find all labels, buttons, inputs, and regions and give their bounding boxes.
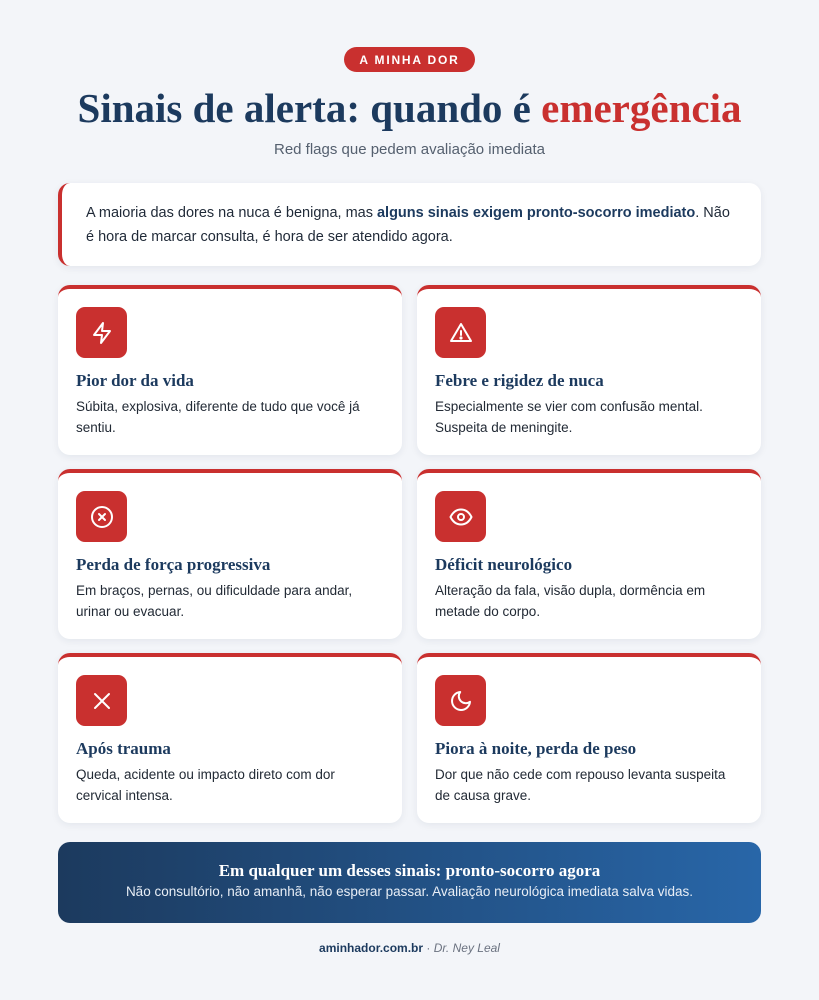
emergency-banner xyxy=(58,842,761,923)
card-text: Dor que não cede com repouso levanta suspeita de causa grave. xyxy=(435,767,726,803)
intro-text-start: A maioria das dores na nuca é benigna, mas xyxy=(86,205,377,221)
banner-text: Não consultório, não amanhã, não esperar passar. Avaliação neurológica imediata salva vidas. xyxy=(125,884,694,899)
card-title: Perda de força progressiva xyxy=(76,555,271,574)
page-subtitle: Red flags que pedem avaliação imediata xyxy=(273,141,545,158)
card-text: Em braços, pernas, ou dificuldade para andar, urinar ou evacuar. xyxy=(76,583,353,619)
footer-author: Dr. Ney Leal xyxy=(433,941,500,955)
card-title: Febre e rigidez de nuca xyxy=(435,371,604,390)
warning-triangle-icon xyxy=(435,307,486,358)
card-title: Pior dor da vida xyxy=(76,371,194,390)
section-badge: A MINHA DOR xyxy=(344,47,475,72)
card-text: Súbita, explosiva, diferente de tudo que você já sentiu. xyxy=(76,399,360,435)
footer-site-link[interactable]: aminhador.com.br xyxy=(319,941,424,955)
card-progressive-weakness xyxy=(58,469,402,639)
card-title: Após trauma xyxy=(76,739,171,758)
intro-callout xyxy=(58,183,761,266)
circle-x-icon xyxy=(76,491,127,542)
banner-title: Em qualquer um desses sinais: pronto-socorro agora xyxy=(218,861,601,880)
footer-separator: · xyxy=(423,941,434,955)
intro-text-end: . Não é hora de marcar consulta, é hora de ser atendido agora. xyxy=(86,205,730,245)
card-title: Déficit neurológico xyxy=(435,555,573,574)
card-neurological-deficit xyxy=(417,469,761,639)
card-worst-pain xyxy=(58,285,402,455)
card-text: Queda, acidente ou impacto direto com dor cervical intensa. xyxy=(76,767,335,803)
card-after-trauma xyxy=(58,653,402,823)
page-title xyxy=(0,84,819,132)
eye-icon xyxy=(435,491,486,542)
moon-icon xyxy=(435,675,486,726)
card-night-pain-weight-loss xyxy=(417,653,761,823)
card-fever-stiff-neck xyxy=(417,285,761,455)
lightning-icon xyxy=(76,307,127,358)
card-title: Piora à noite, perda de peso xyxy=(435,739,637,758)
footer xyxy=(0,941,819,955)
title-accent: emergência xyxy=(541,85,742,131)
x-icon xyxy=(76,675,127,726)
title-main: Sinais de alerta: quando é xyxy=(77,85,542,131)
card-text: Especialmente se vier com confusão mental. Suspeita de meningite. xyxy=(435,399,703,435)
intro-text-bold: alguns sinais exigem pronto-socorro imediato xyxy=(376,205,696,221)
card-text: Alteração da fala, visão dupla, dormência em metade do corpo. xyxy=(435,583,706,619)
